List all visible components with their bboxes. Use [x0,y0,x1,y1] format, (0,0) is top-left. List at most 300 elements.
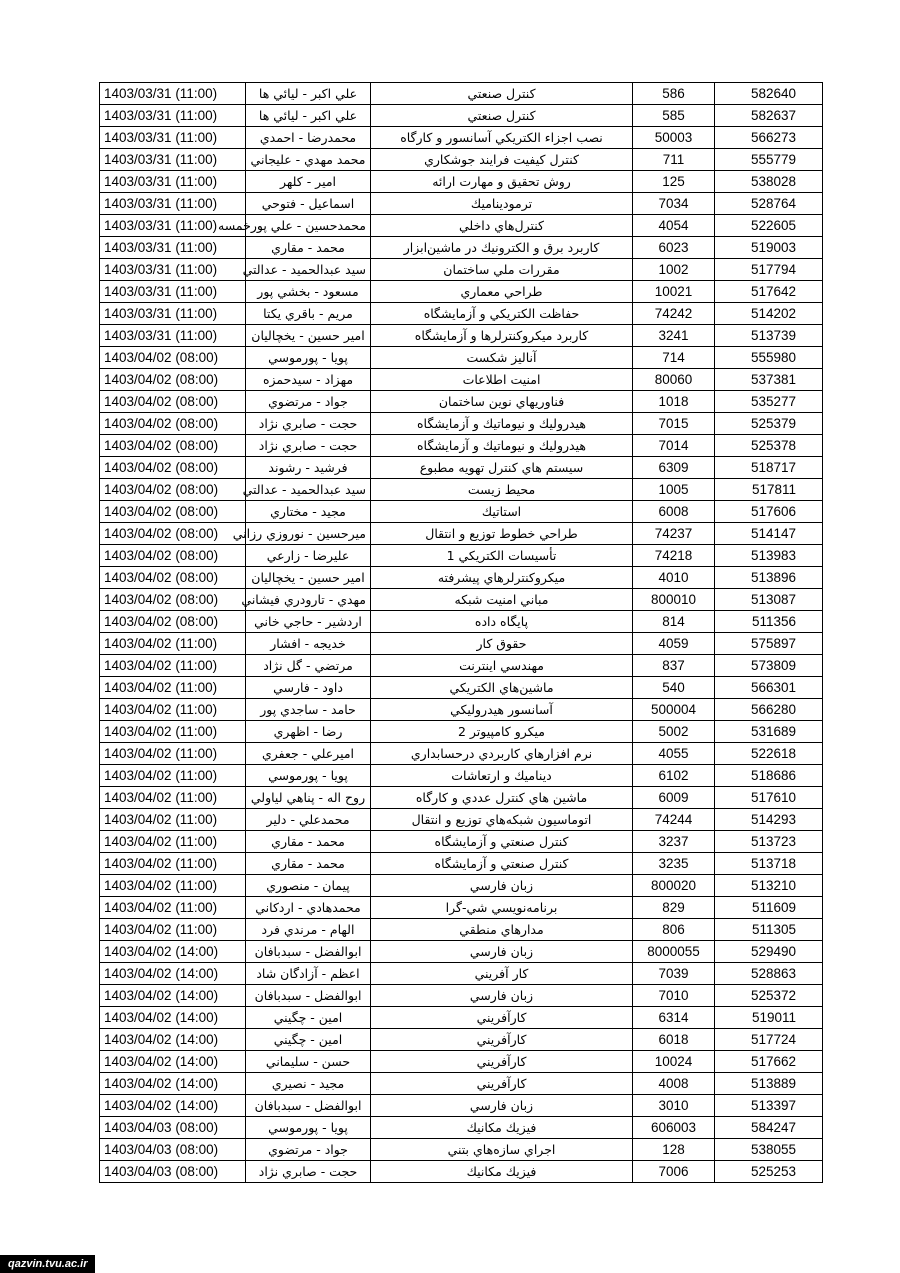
exam-datetime-cell: 1403/04/02 (11:00) [100,831,246,853]
group-id-cell: 513397 [715,1095,823,1117]
course-name-cell: كنترل صنعتي و آزمايشگاه [371,831,633,853]
exam-datetime-cell: 1403/04/02 (14:00) [100,1051,246,1073]
course-code-cell: 74218 [633,545,715,567]
course-name-cell: روش تحقيق و مهارت ارائه [371,171,633,193]
course-code-cell: 1005 [633,479,715,501]
exam-datetime-cell: 1403/04/02 (11:00) [100,765,246,787]
table-row [100,259,823,281]
course-code-cell: 6009 [633,787,715,809]
exam-datetime-cell: 1403/03/31 (11:00) [100,83,246,105]
group-id-cell: 529490 [715,941,823,963]
group-id-cell: 555980 [715,347,823,369]
course-name-cell: ترموديناميك [371,193,633,215]
course-name-cell: مقررات ملي ساختمان [371,259,633,281]
instructor-cell: علي اكبر - ليائي ها [246,105,371,127]
course-name-cell: هيدروليك و نيوماتيك و آزمايشگاه [371,435,633,457]
instructor-cell: مريم - باقري يكتا [246,303,371,325]
course-code-cell: 7039 [633,963,715,985]
course-name-cell: ميكروكنترلرهاي پيشرفته [371,567,633,589]
course-name-cell: حفاظت الكتريكي و آزمايشگاه [371,303,633,325]
course-name-cell: اجراي سازه‌هاي بتني [371,1139,633,1161]
course-code-cell: 74237 [633,523,715,545]
course-code-cell: 4010 [633,567,715,589]
course-name-cell: ديناميك و ارتعاشات [371,765,633,787]
table-row [100,941,823,963]
instructor-cell: پيمان - منصوري [246,875,371,897]
instructor-cell: مهزاد - سيدحمزه [246,369,371,391]
course-code-cell: 586 [633,83,715,105]
group-id-cell: 517662 [715,1051,823,1073]
exam-datetime-cell: 1403/04/02 (11:00) [100,633,246,655]
group-id-cell: 566301 [715,677,823,699]
exam-datetime-cell: 1403/04/02 (11:00) [100,743,246,765]
course-code-cell: 500004 [633,699,715,721]
table-row [100,743,823,765]
table-row [100,1029,823,1051]
table-row [100,897,823,919]
table-row [100,1095,823,1117]
course-code-cell: 3235 [633,853,715,875]
exam-datetime-cell: 1403/04/03 (08:00) [100,1139,246,1161]
instructor-cell: الهام - مرندي فرد [246,919,371,941]
instructor-cell: فرشيد - رشوند [246,457,371,479]
table-row [100,545,823,567]
table-row [100,699,823,721]
course-name-cell: نرم افزارهاي كاربردي درحسابداري [371,743,633,765]
course-code-cell: 3237 [633,831,715,853]
course-name-cell: كارآفريني [371,1029,633,1051]
table-row [100,985,823,1007]
course-code-cell: 540 [633,677,715,699]
exam-datetime-cell: 1403/03/31 (11:00) [100,259,246,281]
instructor-cell: پويا - پورموسي [246,1117,371,1139]
table-row [100,479,823,501]
instructor-cell: حسن - سليماني [246,1051,371,1073]
instructor-cell: ابوالفضل - سبدبافان [246,941,371,963]
exam-datetime-cell: 1403/04/02 (11:00) [100,875,246,897]
course-code-cell: 7010 [633,985,715,1007]
table-row [100,237,823,259]
instructor-cell: امير حسين - يخچاليان [246,567,371,589]
group-id-cell: 514293 [715,809,823,831]
group-id-cell: 513739 [715,325,823,347]
exam-datetime-cell: 1403/04/02 (08:00) [100,479,246,501]
course-name-cell: زبان فارسي [371,875,633,897]
instructor-cell: محمد مهدي - عليجاني [246,149,371,171]
course-name-cell: كنترل صنعتي [371,83,633,105]
instructor-cell: عليرضا - زارعي [246,545,371,567]
table-row [100,303,823,325]
course-code-cell: 837 [633,655,715,677]
group-id-cell: 582637 [715,105,823,127]
group-id-cell: 566280 [715,699,823,721]
course-code-cell: 4008 [633,1073,715,1095]
instructor-cell: مرتضي - گل نژاد [246,655,371,677]
exam-datetime-cell: 1403/04/02 (14:00) [100,1007,246,1029]
exam-datetime-cell: 1403/03/31 (11:00) [100,193,246,215]
table-row [100,1139,823,1161]
table-row [100,457,823,479]
exam-datetime-cell: 1403/04/02 (08:00) [100,347,246,369]
group-id-cell: 519003 [715,237,823,259]
course-code-cell: 6309 [633,457,715,479]
instructor-cell: مهدي - تارودري فيشاني [246,589,371,611]
group-id-cell: 538055 [715,1139,823,1161]
course-name-cell: كارآفريني [371,1051,633,1073]
table-row [100,83,823,105]
exam-datetime-cell: 1403/04/02 (11:00) [100,721,246,743]
group-id-cell: 528764 [715,193,823,215]
exam-datetime-cell: 1403/04/02 (08:00) [100,435,246,457]
exam-datetime-cell: 1403/04/02 (08:00) [100,501,246,523]
exam-datetime-cell: 1403/04/02 (14:00) [100,963,246,985]
exam-datetime-cell: 1403/04/02 (08:00) [100,391,246,413]
group-id-cell: 519011 [715,1007,823,1029]
course-name-cell: كارآفريني [371,1007,633,1029]
group-id-cell: 518686 [715,765,823,787]
instructor-cell: روح اله - پناهي لياولي [246,787,371,809]
course-code-cell: 806 [633,919,715,941]
group-id-cell: 513210 [715,875,823,897]
course-code-cell: 4054 [633,215,715,237]
course-code-cell: 711 [633,149,715,171]
course-name-cell: ماشين هاي كنترل عددي و كارگاه [371,787,633,809]
group-id-cell: 511609 [715,897,823,919]
course-code-cell: 814 [633,611,715,633]
course-name-cell: استاتيك [371,501,633,523]
course-name-cell: كارآفريني [371,1073,633,1095]
group-id-cell: 525379 [715,413,823,435]
instructor-cell: حامد - ساجدي پور [246,699,371,721]
table-row [100,281,823,303]
exam-datetime-cell: 1403/04/02 (08:00) [100,545,246,567]
course-code-cell: 606003 [633,1117,715,1139]
instructor-cell: محمدهادي - اردكاني [246,897,371,919]
course-code-cell: 7006 [633,1161,715,1183]
table-row [100,171,823,193]
course-name-cell: اتوماسيون شبكه‌هاي توزيع و انتقال [371,809,633,831]
course-name-cell: فناوريهاي نوين ساختمان [371,391,633,413]
instructor-cell: پويا - پورموسي [246,765,371,787]
instructor-cell: خديجه - افشار [246,633,371,655]
course-code-cell: 7015 [633,413,715,435]
table-row [100,325,823,347]
table-row [100,193,823,215]
group-id-cell: 535277 [715,391,823,413]
group-id-cell: 514202 [715,303,823,325]
instructor-cell: ابوالفضل - سبدبافان [246,1095,371,1117]
instructor-cell: حجت - صابري نژاد [246,435,371,457]
exam-datetime-cell: 1403/04/02 (11:00) [100,699,246,721]
table-row [100,963,823,985]
instructor-cell: سيد عبدالحميد - عدالتي [246,479,371,501]
instructor-cell: اسماعيل - فتوحي [246,193,371,215]
course-name-cell: كار آفريني [371,963,633,985]
course-name-cell: آناليز شكست [371,347,633,369]
instructor-cell: امين - چگيني [246,1007,371,1029]
instructor-cell: اعظم - آزادگان شاد [246,963,371,985]
exam-datetime-cell: 1403/04/02 (11:00) [100,897,246,919]
instructor-cell: جواد - مرتضوي [246,1139,371,1161]
group-id-cell: 522618 [715,743,823,765]
exam-datetime-cell: 1403/03/31 (11:00) [100,237,246,259]
table-row [100,809,823,831]
instructor-cell: اردشير - حاجي خاني [246,611,371,633]
group-id-cell: 517606 [715,501,823,523]
course-name-cell: فيزيك مكانيك [371,1117,633,1139]
exam-datetime-cell: 1403/03/31 (11:00) [100,171,246,193]
course-name-cell: كنترل صنعتي [371,105,633,127]
group-id-cell: 517811 [715,479,823,501]
course-code-cell: 74242 [633,303,715,325]
table-row [100,1073,823,1095]
instructor-cell: مسعود - بخشي پور [246,281,371,303]
group-id-cell: 513723 [715,831,823,853]
course-name-cell: امنيت اطلاعات [371,369,633,391]
course-code-cell: 6314 [633,1007,715,1029]
group-id-cell: 513983 [715,545,823,567]
group-id-cell: 513889 [715,1073,823,1095]
course-name-cell: آسانسور هيدروليكي [371,699,633,721]
exam-datetime-cell: 1403/04/02 (08:00) [100,369,246,391]
instructor-cell: اميرعلي - جعفري [246,743,371,765]
table-row [100,347,823,369]
course-name-cell: ماشين‌هاي الكتريكي [371,677,633,699]
exam-datetime-cell: 1403/04/02 (11:00) [100,809,246,831]
group-id-cell: 531689 [715,721,823,743]
table-row [100,215,823,237]
instructor-cell: امين - چگيني [246,1029,371,1051]
course-code-cell: 10021 [633,281,715,303]
instructor-cell: محمدحسين - علي پورخمسه [246,215,371,237]
exam-datetime-cell: 1403/04/02 (08:00) [100,611,246,633]
exam-datetime-cell: 1403/04/02 (11:00) [100,787,246,809]
exam-datetime-cell: 1403/04/02 (11:00) [100,677,246,699]
group-id-cell: 517610 [715,787,823,809]
group-id-cell: 584247 [715,1117,823,1139]
course-name-cell: طراحي خطوط توزيع و انتقال [371,523,633,545]
group-id-cell: 575897 [715,633,823,655]
group-id-cell: 514147 [715,523,823,545]
exam-datetime-cell: 1403/04/02 (14:00) [100,985,246,1007]
course-code-cell: 3241 [633,325,715,347]
course-name-cell: هيدروليك و نيوماتيك و آزمايشگاه [371,413,633,435]
course-code-cell: 714 [633,347,715,369]
course-code-cell: 125 [633,171,715,193]
exam-datetime-cell: 1403/03/31 (11:00) [100,281,246,303]
course-name-cell: كنترل‌هاي داخلي [371,215,633,237]
table-row [100,413,823,435]
course-code-cell: 6023 [633,237,715,259]
instructor-cell: محمدرضا - احمدي [246,127,371,149]
group-id-cell: 537381 [715,369,823,391]
table-row [100,1161,823,1183]
exam-datetime-cell: 1403/04/02 (11:00) [100,655,246,677]
course-name-cell: مهندسي اينترنت [371,655,633,677]
instructor-cell: مجيد - مختاري [246,501,371,523]
exam-datetime-cell: 1403/03/31 (11:00) [100,325,246,347]
exam-datetime-cell: 1403/03/31 (11:00) [100,215,246,237]
course-name-cell: زبان فارسي [371,1095,633,1117]
exam-datetime-cell: 1403/03/31 (11:00) [100,105,246,127]
exam-datetime-cell: 1403/04/03 (08:00) [100,1161,246,1183]
exam-datetime-cell: 1403/04/02 (14:00) [100,1029,246,1051]
instructor-cell: سيد عبدالحميد - عدالتي [246,259,371,281]
group-id-cell: 573809 [715,655,823,677]
table-row [100,655,823,677]
instructor-cell: محمد - مقاري [246,831,371,853]
table-row [100,611,823,633]
exam-datetime-cell: 1403/04/02 (14:00) [100,1073,246,1095]
course-code-cell: 585 [633,105,715,127]
table-row [100,501,823,523]
course-name-cell: كاربرد برق و الكترونيك در ماشين‌ابزار [371,237,633,259]
course-code-cell: 4055 [633,743,715,765]
course-name-cell: حقوق كار [371,633,633,655]
course-code-cell: 8000055 [633,941,715,963]
course-name-cell: كاربرد ميكروكنترلرها و آزمايشگاه [371,325,633,347]
table-row [100,435,823,457]
course-code-cell: 800010 [633,589,715,611]
site-watermark: qazvin.tvu.ac.ir [0,1255,95,1273]
course-code-cell: 6018 [633,1029,715,1051]
exam-datetime-cell: 1403/04/02 (14:00) [100,1095,246,1117]
group-id-cell: 525253 [715,1161,823,1183]
group-id-cell: 566273 [715,127,823,149]
instructor-cell: رضا - اظهري [246,721,371,743]
instructor-cell: محمد - مقاري [246,237,371,259]
course-name-cell: سيستم هاي كنترل تهويه مطبوع [371,457,633,479]
course-code-cell: 74244 [633,809,715,831]
table-row [100,721,823,743]
course-name-cell: برنامه‌نويسي شي-گرا [371,897,633,919]
group-id-cell: 582640 [715,83,823,105]
table-row [100,677,823,699]
course-code-cell: 800020 [633,875,715,897]
exam-datetime-cell: 1403/04/02 (08:00) [100,567,246,589]
instructor-cell: محمدعلي - دلير [246,809,371,831]
table-row [100,567,823,589]
table-row [100,391,823,413]
course-name-cell: زبان فارسي [371,941,633,963]
table-row [100,523,823,545]
group-id-cell: 555779 [715,149,823,171]
group-id-cell: 513896 [715,567,823,589]
group-id-cell: 513718 [715,853,823,875]
course-name-cell: محيط زيست [371,479,633,501]
group-id-cell: 538028 [715,171,823,193]
group-id-cell: 513087 [715,589,823,611]
course-code-cell: 128 [633,1139,715,1161]
course-code-cell: 7014 [633,435,715,457]
group-id-cell: 517724 [715,1029,823,1051]
group-id-cell: 517642 [715,281,823,303]
table-row [100,1117,823,1139]
table-row [100,589,823,611]
exam-datetime-cell: 1403/04/02 (08:00) [100,413,246,435]
instructor-cell: حجت - صابري نژاد [246,1161,371,1183]
instructor-cell: داود - فارسي [246,677,371,699]
instructor-cell: امير حسين - يخچاليان [246,325,371,347]
course-code-cell: 80060 [633,369,715,391]
exam-datetime-cell: 1403/04/02 (11:00) [100,853,246,875]
course-code-cell: 6008 [633,501,715,523]
exam-datetime-cell: 1403/04/02 (14:00) [100,941,246,963]
course-name-cell: مدارهاي منطقي [371,919,633,941]
exam-schedule-table [99,82,823,1183]
exam-datetime-cell: 1403/03/31 (11:00) [100,303,246,325]
table-row [100,853,823,875]
course-code-cell: 50003 [633,127,715,149]
course-code-cell: 3010 [633,1095,715,1117]
exam-datetime-cell: 1403/03/31 (11:00) [100,149,246,171]
course-code-cell: 4059 [633,633,715,655]
table-row [100,105,823,127]
instructor-cell: محمد - مقاري [246,853,371,875]
instructor-cell: مجيد - نصيري [246,1073,371,1095]
exam-datetime-cell: 1403/04/02 (08:00) [100,589,246,611]
course-code-cell: 7034 [633,193,715,215]
table-row [100,831,823,853]
instructor-cell: علي اكبر - ليائي ها [246,83,371,105]
course-code-cell: 1018 [633,391,715,413]
instructor-cell: پويا - پورموسي [246,347,371,369]
table-row [100,919,823,941]
table-row [100,765,823,787]
group-id-cell: 525372 [715,985,823,1007]
instructor-cell: جواد - مرتضوي [246,391,371,413]
course-code-cell: 829 [633,897,715,919]
table-body [100,83,823,1183]
table-row [100,875,823,897]
instructor-cell: ميرحسين - نوروزي رزاني [246,523,371,545]
instructor-cell: حجت - صابري نژاد [246,413,371,435]
course-code-cell: 5002 [633,721,715,743]
course-name-cell: زبان فارسي [371,985,633,1007]
course-name-cell: نصب اجزاء الكتريكي آسانسور و كارگاه [371,127,633,149]
course-name-cell: طراحي معماري [371,281,633,303]
table-row [100,369,823,391]
table-row [100,633,823,655]
exam-datetime-cell: 1403/04/02 (11:00) [100,919,246,941]
group-id-cell: 528863 [715,963,823,985]
instructor-cell: امير - كلهر [246,171,371,193]
course-code-cell: 1002 [633,259,715,281]
table-row [100,1007,823,1029]
group-id-cell: 518717 [715,457,823,479]
table-row [100,787,823,809]
group-id-cell: 517794 [715,259,823,281]
table-row [100,149,823,171]
instructor-cell: ابوالفضل - سبدبافان [246,985,371,1007]
exam-datetime-cell: 1403/04/02 (08:00) [100,457,246,479]
group-id-cell: 522605 [715,215,823,237]
course-name-cell: ميكرو كامپيوتر 2 [371,721,633,743]
exam-datetime-cell: 1403/04/03 (08:00) [100,1117,246,1139]
course-name-cell: پايگاه داده [371,611,633,633]
course-name-cell: كنترل صنعتي و آزمايشگاه [371,853,633,875]
table-row [100,127,823,149]
course-name-cell: كنترل كيفيت فرايند جوشكاري [371,149,633,171]
exam-datetime-cell: 1403/04/02 (08:00) [100,523,246,545]
group-id-cell: 525378 [715,435,823,457]
table-row [100,1051,823,1073]
course-name-cell: فيزيك مكانيك [371,1161,633,1183]
course-name-cell: تأسيسات الكتريكي 1 [371,545,633,567]
group-id-cell: 511305 [715,919,823,941]
course-name-cell: مباني امنيت شبكه [371,589,633,611]
exam-datetime-cell: 1403/03/31 (11:00) [100,127,246,149]
